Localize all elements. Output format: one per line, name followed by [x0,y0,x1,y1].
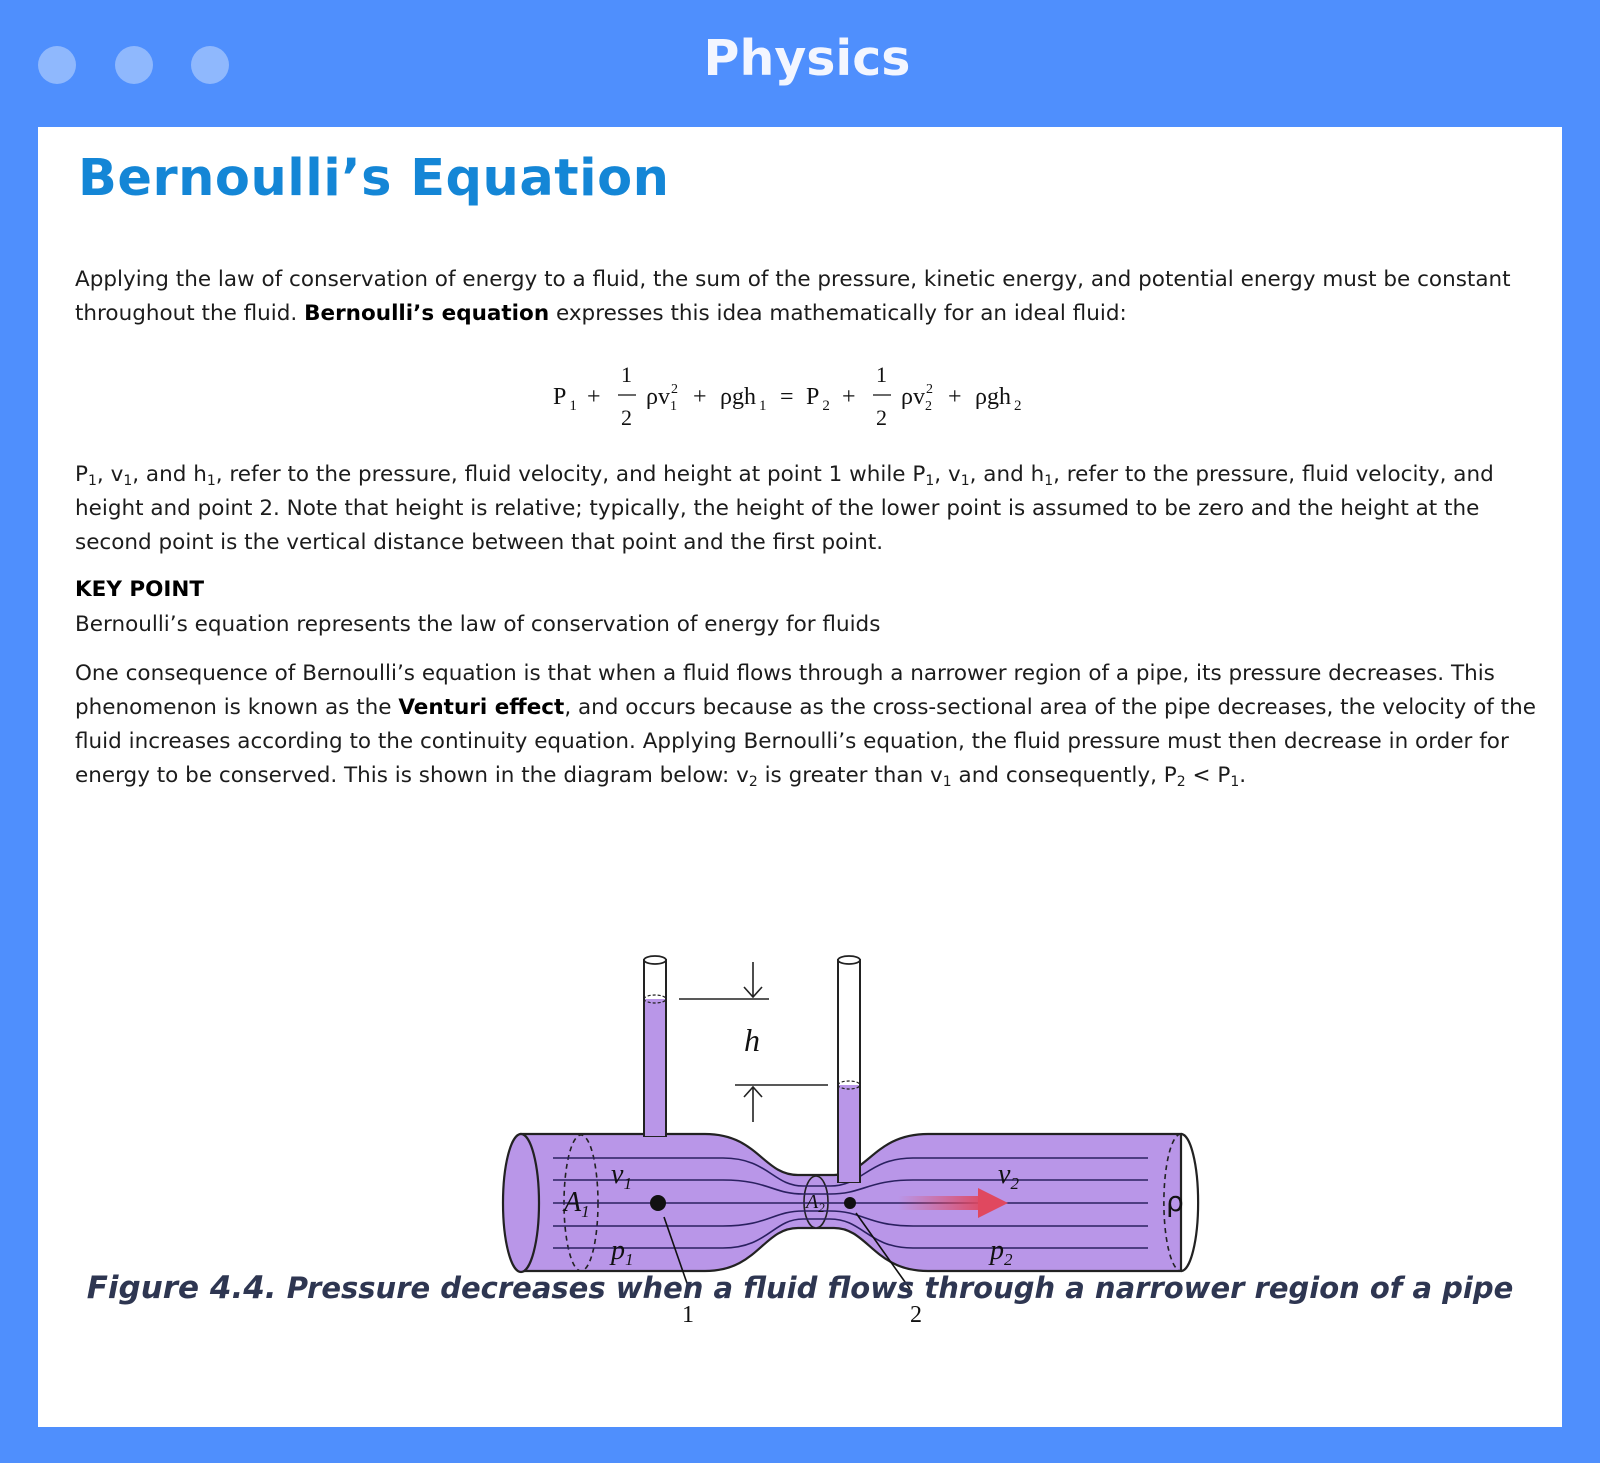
figure-caption-label: Figure 4.4. [86,1270,277,1306]
eq-plus-3: + [842,384,856,410]
eq-rho-gh1: ρgh $_1$ [720,384,767,414]
eq-equals: = [780,384,794,410]
key-point-text: Bernoulli’s equation represents the law of conservation of energy for fluids [75,612,881,637]
eq-frac1-den: 2 [621,405,632,430]
label-v1: $v_1$ [611,1159,632,1193]
figure-caption [38,1267,1562,1310]
label-p1: $p_1$ [611,1235,634,1269]
label-A2: $A_2$ [806,1191,825,1215]
label-A1: $A_1$ [564,1187,590,1221]
intro-term: Bernoulli’s equation [304,301,550,326]
label-v2: $v_2$ [998,1159,1019,1193]
eq-P2: P $_2$ [806,384,830,414]
page-title: Bernoulli’s Equation [78,149,670,208]
point-1-label: 1 [682,1302,694,1328]
window-title: Physics [703,30,911,87]
manometer-top-2 [838,956,860,964]
eq-frac2-num: 1 [876,362,887,387]
label-p2: $p_2$ [990,1235,1013,1269]
point-2-dot [844,1197,856,1209]
manometer-fluid-1 [645,999,665,1136]
point-2-label: 2 [910,1302,922,1328]
eq-rho-v2: $\rho v^2$ 2 [901,382,933,414]
eq-plus-2: + [693,384,707,410]
content-panel [38,127,1562,1427]
point-1-dot [650,1195,666,1211]
venturi-paragraph: One consequence of Bernoulli’s equation is that when a fluid flows through a narrower region of a pipe, its pressure decreases. This phenomenon is known as the Venturi effect, and occurs because as the cross-sectional area of the pipe decreases, the velocity of the fluid increases according to the continuity equation. Applying Bernoulli’s equation, the fluid pressure must then decrease in order for energy to be conserved. This is shown in the diagram below: $v_2$ is greater than $v_1$ and consequently, $P_2 < P_1$. [75,661,1536,790]
intro-text-after: expresses this idea mathematically for an ideal fluid: [555,301,1127,326]
label-rho: ρ [1166,1185,1184,1218]
intro-paragraph [75,263,1555,331]
eq-P1: P $_1$ [553,384,577,414]
figure-caption-text: Pressure decreases when a fluid flows through a narrower region of a pipe [286,1271,1514,1305]
pipe-left-cap [503,1134,539,1272]
eq-rho-gh2: ρgh $_2$ [975,384,1022,414]
h-arrow-up-icon [744,1087,762,1122]
intro-text-before: Applying the law of conservation of energy to a fluid, the sum of the pressure, kinetic energy, and potential energy must be constant throughout the fluid. [75,267,1511,326]
eq-frac1-num: 1 [621,362,632,387]
manometer-fluid-2 [839,1085,859,1182]
manometer-top-1 [644,956,666,964]
eq-plus-4: + [948,384,962,410]
eq-rho-v1: $\rho v^2$ 1 [646,382,678,414]
venturi-term: Venturi effect [398,695,565,720]
variables-paragraph: $P_1$, $v_1$, and $h_1$, refer to the pressure, fluid velocity, and height at point 1 while $P_1$, $v_1$, and $h_1$, refer to the pressure, fluid velocity, and height and point 2. Note that height is relative; typically, the height of the lower point is assumed to be zero and the height at the second point is the vertical distance between that point and the first point. [75,462,1494,555]
eq-frac2-den: 2 [876,405,887,430]
h-arrow-down-icon [744,962,762,997]
bernoulli-equation [38,359,1562,429]
flow-arrow-shaft [898,1196,988,1210]
window-titlebar [0,0,1600,127]
eq-plus-1: + [587,384,601,410]
h-label: h [744,1022,760,1058]
key-point-heading: KEY POINT [75,577,205,602]
